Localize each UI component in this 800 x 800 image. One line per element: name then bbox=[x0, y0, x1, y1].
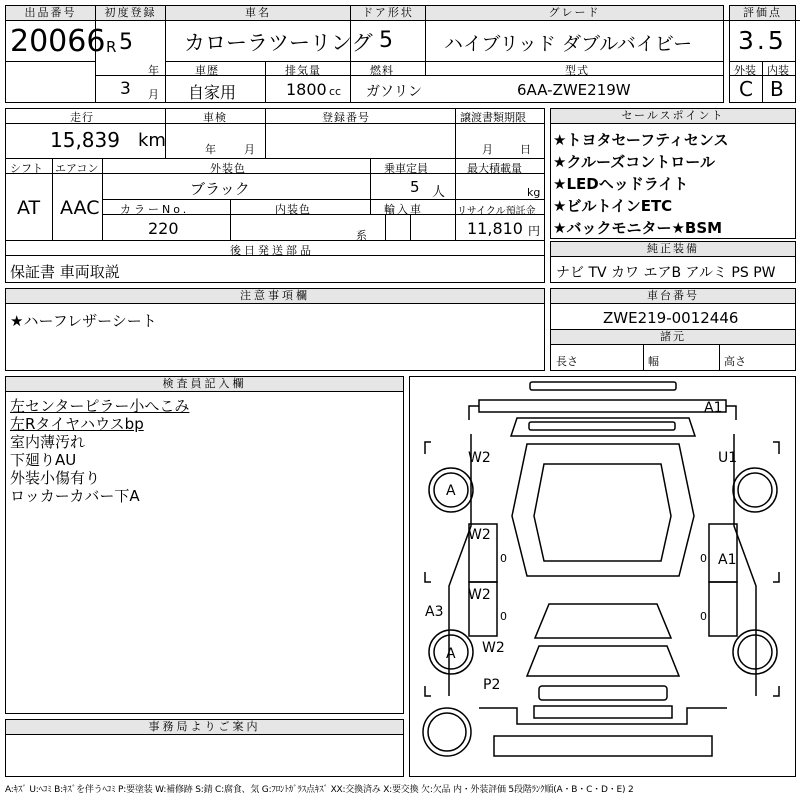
zero-mark: 0 bbox=[700, 610, 707, 623]
exterior-grade: C bbox=[739, 77, 753, 101]
capacity-unit: 人 bbox=[432, 185, 446, 200]
sales-point-item: ★LEDヘッドライト bbox=[553, 175, 689, 193]
door-label: ドア形状 bbox=[351, 6, 425, 21]
history: 自家用 bbox=[188, 83, 237, 102]
transfer-day-unit: 日 bbox=[520, 143, 531, 156]
transfer-label: 譲渡書類期限 bbox=[460, 111, 526, 124]
car-diagram bbox=[409, 376, 796, 777]
zero-mark: 0 bbox=[500, 552, 507, 565]
interior-label: 内装 bbox=[767, 64, 789, 77]
history-label: 車歴 bbox=[195, 64, 219, 77]
sales-points-label: セールスポイント bbox=[551, 109, 795, 124]
damage-mark: A3 bbox=[425, 604, 444, 620]
damage-mark: W2 bbox=[482, 640, 505, 656]
inspector-line: 左センターピラー小へこみ bbox=[10, 397, 190, 415]
length-label: 長さ bbox=[556, 355, 578, 368]
inspection-year-unit: 年 bbox=[205, 143, 216, 156]
load-label: 最大積載量 bbox=[467, 162, 522, 175]
damage-mark: W2 bbox=[468, 587, 491, 603]
interior-grade: B bbox=[770, 77, 784, 101]
inspection-month-unit: 月 bbox=[244, 143, 255, 156]
later-parts-label: 後日発送部品 bbox=[230, 244, 314, 257]
width-label: 幅 bbox=[648, 355, 659, 368]
sales-point-item: ★バックモニター★BSM bbox=[553, 219, 723, 237]
inspector-line: ロッカーカバー下A bbox=[10, 487, 140, 505]
interior-color-unit: 系 bbox=[356, 229, 367, 242]
damage-mark: W2 bbox=[468, 527, 491, 543]
damage-mark: A bbox=[446, 646, 456, 662]
equipment-label: 純正装備 bbox=[551, 242, 795, 257]
damage-mark: A bbox=[446, 483, 456, 499]
import-label: 輸入車 bbox=[384, 203, 423, 216]
reg-no-label: 登録番号 bbox=[322, 111, 370, 124]
color-no-label: カラーNo. bbox=[120, 203, 190, 216]
inspector-line: 下廻りAU bbox=[10, 451, 77, 469]
ac: AAC bbox=[60, 197, 100, 219]
recycle-amount: 11,810 bbox=[467, 219, 523, 238]
equipment-value: ナビ TV カワ エアB アルミ PS PW bbox=[556, 265, 776, 281]
damage-mark: A1 bbox=[704, 400, 723, 416]
inspection-label: 車検 bbox=[203, 111, 227, 124]
capacity: 5 bbox=[410, 178, 420, 196]
first-reg-label: 初度登録 bbox=[96, 6, 165, 21]
first-reg-year: 5 bbox=[119, 30, 133, 55]
model: 6AA-ZWE219W bbox=[517, 81, 631, 99]
damage-mark: W2 bbox=[468, 450, 491, 466]
grade: ハイブリッド ダブルバイビー bbox=[444, 33, 693, 55]
score: 3.5 bbox=[738, 26, 787, 55]
specs-label: 諸元 bbox=[551, 330, 795, 345]
displacement: 1800 bbox=[286, 80, 327, 99]
shift: AT bbox=[17, 197, 41, 219]
month-unit: 月 bbox=[148, 88, 159, 101]
color-no: 220 bbox=[148, 219, 179, 238]
car-name-label: 車名 bbox=[166, 6, 350, 21]
model-label: 型式 bbox=[565, 64, 589, 77]
grade-label: グレード bbox=[426, 6, 723, 21]
damage-mark: U1 bbox=[718, 450, 738, 466]
mileage-unit: km bbox=[138, 130, 166, 151]
height-label: 高さ bbox=[724, 355, 746, 368]
car-name: カローラツーリング bbox=[184, 31, 373, 55]
inspector-line: 室内薄汚れ bbox=[10, 433, 86, 451]
fuel: ガソリン bbox=[366, 84, 422, 100]
era: R bbox=[106, 38, 117, 56]
shift-label: シフト bbox=[10, 162, 43, 175]
notes-label: 注意事項欄 bbox=[6, 289, 544, 304]
mileage: 15,839 bbox=[50, 128, 120, 152]
capacity-label: 乗車定員 bbox=[384, 162, 428, 175]
displacement-unit: cc bbox=[329, 85, 342, 98]
first-reg-month: 3 bbox=[120, 79, 131, 99]
recycle-unit: 円 bbox=[528, 224, 541, 238]
color: ブラック bbox=[190, 180, 250, 198]
door-count: 5 bbox=[379, 28, 393, 53]
zero-mark: 0 bbox=[500, 610, 507, 623]
lot-number: 20066 bbox=[10, 24, 106, 59]
color-label: 外装色 bbox=[210, 162, 246, 175]
displacement-label: 排気量 bbox=[285, 64, 321, 77]
interior-color-label: 内装色 bbox=[275, 203, 311, 216]
legend: A:ｷｽﾞ U:ﾍｺﾐ B:ｷｽﾞを伴うﾍｺﾐ P:要塗装 W:補修跡 S:錆 C:腐食、気 G:ﾌﾛﾝﾄｶﾞﾗｽ点ｷｽﾞ XX:交換済み X:要交換 欠:欠品 内・外装評価 5段階ﾗﾝｸ順(A・B・C・D・E) 2 bbox=[5, 785, 634, 795]
chassis-number: ZWE219-0012446 bbox=[603, 309, 739, 327]
chassis-label: 車台番号 bbox=[551, 289, 795, 304]
damage-mark: P2 bbox=[483, 677, 501, 693]
load-unit: kg bbox=[527, 186, 541, 199]
score-label: 評価点 bbox=[730, 6, 795, 21]
later-parts: 保証書 車両取説 bbox=[10, 263, 120, 281]
recycle-label: リサイクル預託金 bbox=[457, 206, 536, 217]
inspector-line: 外装小傷有り bbox=[10, 469, 101, 487]
fuel-label: 燃料 bbox=[370, 64, 394, 77]
sales-point-item: ★トヨタセーフティセンス bbox=[553, 131, 729, 149]
year-unit: 年 bbox=[148, 64, 159, 77]
inspector-line: 左Rタイヤハウスbp bbox=[10, 415, 144, 433]
exterior-label: 外装 bbox=[734, 64, 756, 77]
notes-value: ★ハーフレザーシート bbox=[10, 312, 157, 330]
damage-mark: A1 bbox=[718, 552, 737, 568]
inspector-label: 検査員記入欄 bbox=[6, 377, 403, 392]
lot-label: 出品番号 bbox=[6, 6, 95, 21]
office-label: 事務局よりご案内 bbox=[6, 720, 403, 735]
ac-label: エアコン bbox=[55, 162, 99, 175]
sales-point-item: ★クルーズコントロール bbox=[553, 153, 715, 171]
zero-mark: 0 bbox=[700, 552, 707, 565]
transfer-month-unit: 月 bbox=[482, 143, 493, 156]
sales-point-item: ★ビルトインETC bbox=[553, 197, 673, 215]
mileage-label: 走行 bbox=[70, 111, 94, 124]
